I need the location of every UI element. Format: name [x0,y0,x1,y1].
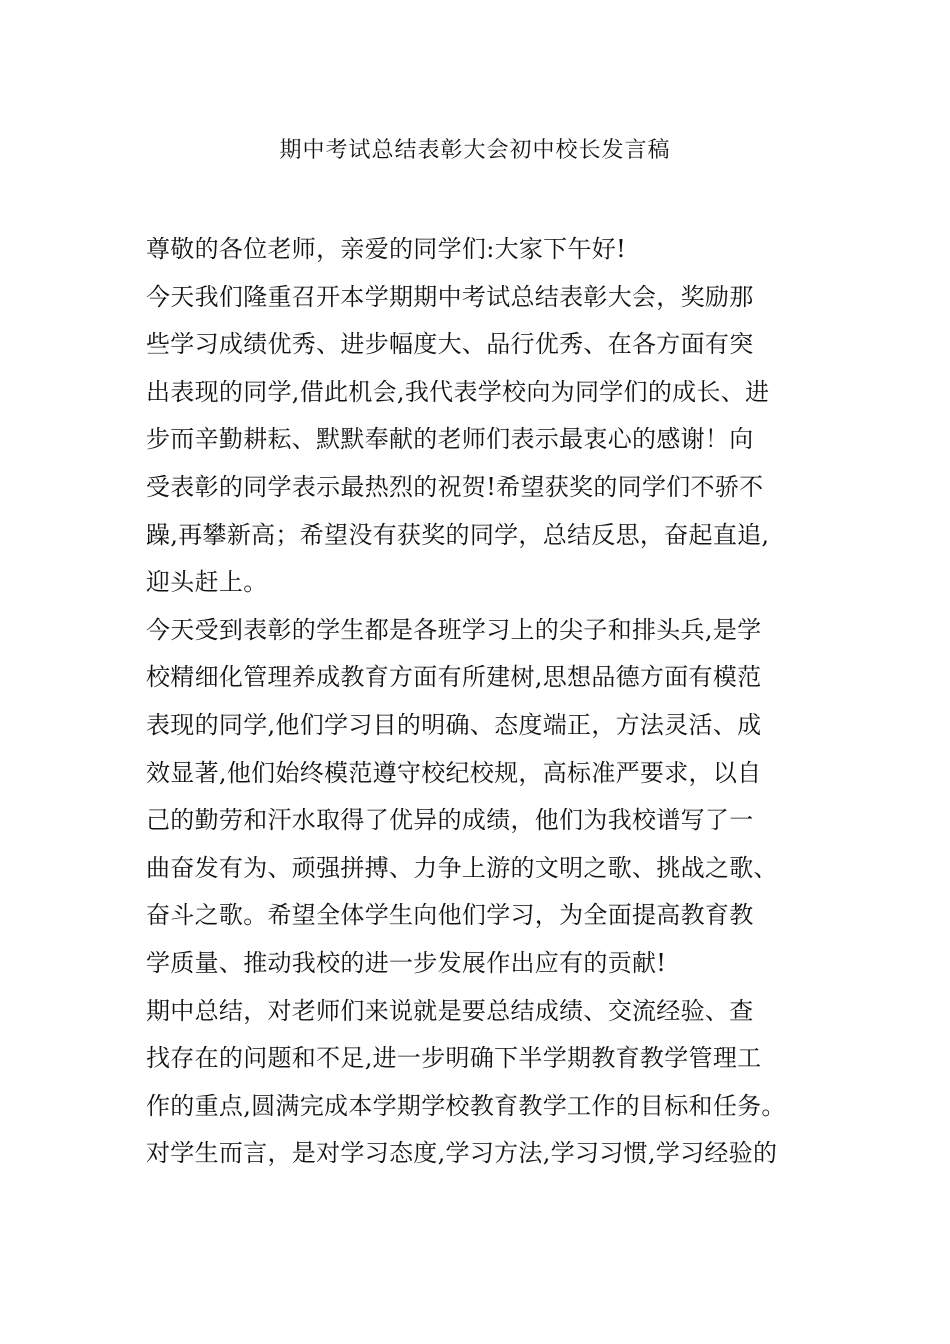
text-line: 作的重点,圆满完成本学期学校教育教学工作的目标和任务。 [146,1091,786,1120]
text-line: 效显著,他们始终模范遵守校纪校规，高标准严要求，以自 [146,758,762,787]
text-line: 迎头赶上。 [146,568,268,597]
text-line: 表现的同学,他们学习目的明确、态度端正，方法灵活、成 [146,710,762,739]
text-line: 对学生而言，是对学习态度,学习方法,学习习惯,学习经验的 [146,1139,778,1168]
text-line: 今天我们隆重召开本学期期中考试总结表彰大会，奖励那 [146,282,754,311]
text-line: 些学习成绩优秀、进步幅度大、品行优秀、在各方面有突 [146,330,754,359]
text-line: 己的勤劳和汗水取得了优异的成绩，他们为我校谱写了一 [146,806,754,835]
text-line: 步而辛勤耕耘、默默奉献的老师们表示最衷心的感谢！向 [146,425,754,454]
text-line: 校精细化管理养成教育方面有所建树,思想品德方面有模范 [146,663,762,692]
text-line: 受表彰的同学表示最热烈的祝贺!希望获奖的同学们不骄不 [146,472,764,501]
text-line: 学质量、推动我校的进一步发展作出应有的贡献! [146,948,667,977]
text-line: 期中总结，对老师们来说就是要总结成绩、交流经验、查 [146,996,754,1025]
text-line: 奋斗之歌。希望全体学生向他们学习，为全面提高教育教 [146,901,754,930]
text-line: 曲奋发有为、顽强拼搏、力争上游的文明之歌、挑战之歌、 [146,853,778,882]
text-line: 今天受到表彰的学生都是各班学习上的尖子和排头兵,是学 [146,615,762,644]
text-line: 找存在的问题和不足,进一步明确下半学期教育教学管理工 [146,1044,762,1073]
document-body [146,226,810,1178]
text-line: 出表现的同学,借此机会,我代表学校向为同学们的成长、进 [146,377,770,406]
document-title: 期中考试总结表彰大会初中校长发言稿 [279,138,671,163]
text-line: 尊敬的各位老师，亲爱的同学们:大家下午好! [146,235,627,263]
text-line: 躁,再攀新高；希望没有获奖的同学，总结反思，奋起直追, [146,520,770,549]
